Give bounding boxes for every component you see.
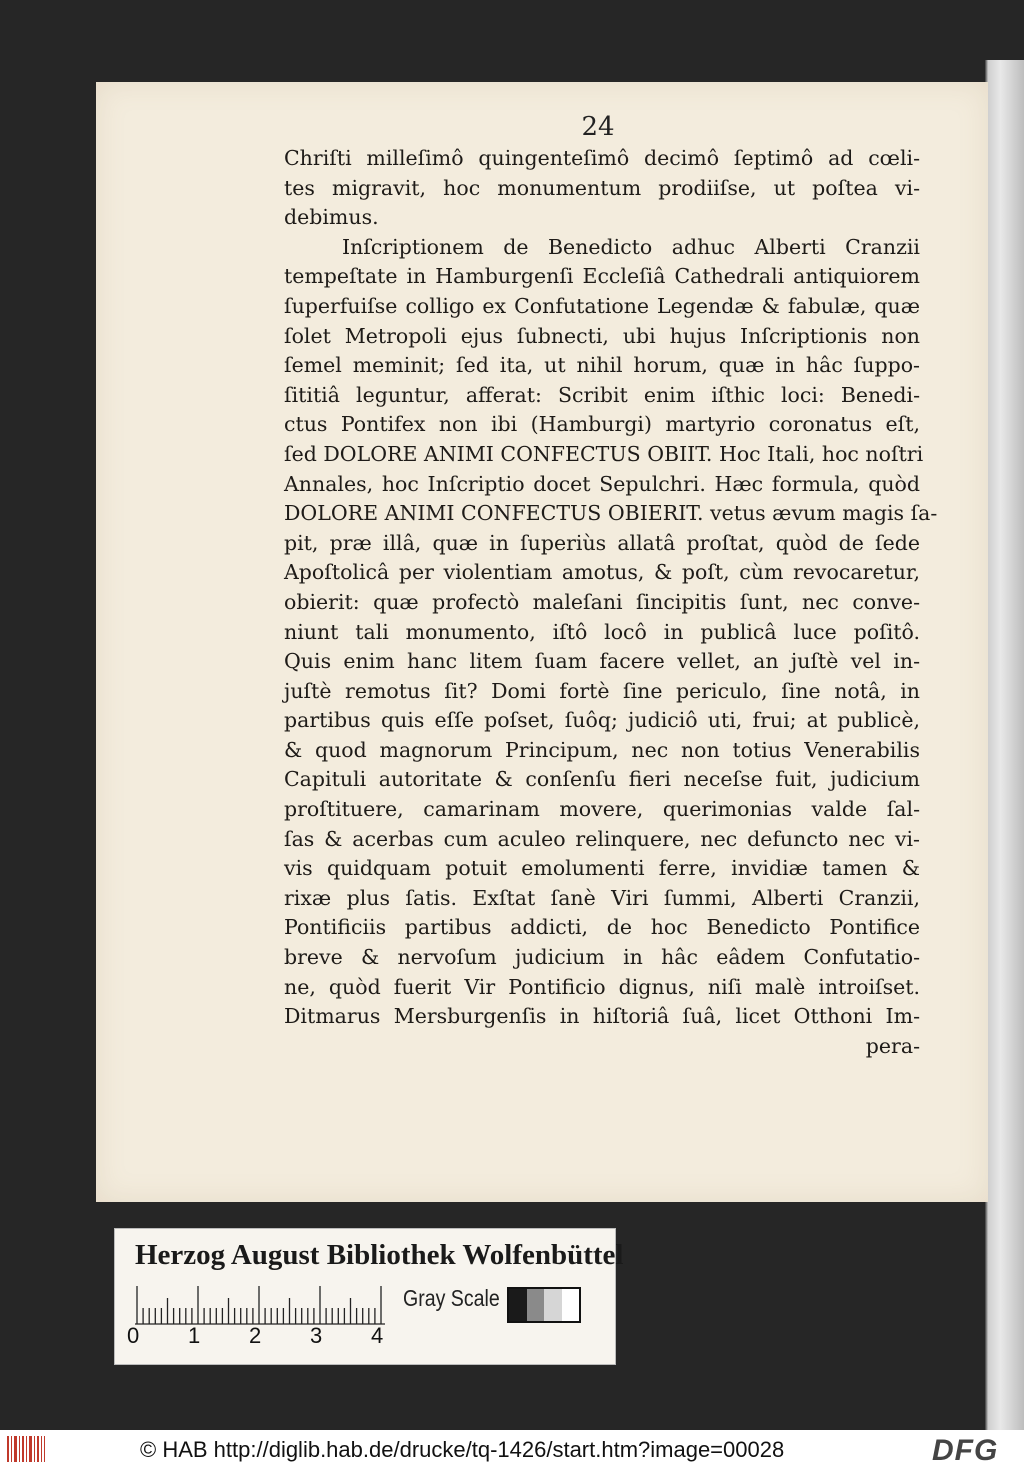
dfg-logo: DFG	[932, 1434, 999, 1467]
footer-copyright-url: © HAB http://diglib.hab.de/drucke/tq-1426/start.htm?image=00028	[140, 1437, 785, 1462]
ruler-number: 2	[249, 1323, 262, 1348]
text-line: ſolet Metropoli ejus ſubnecti, ubi hujus Inſcriptionis non	[284, 323, 920, 348]
adjacent-page-edge	[985, 60, 1024, 1430]
text-line: niunt tali monumento, iſtô locô in publicâ luce poſitô.	[284, 619, 920, 644]
text-line: Chriſti milleſimô quingenteſimô decimô ſeptimô ad cœli-	[284, 146, 920, 170]
text-line: Ditmarus Mersburgenſis in hiſtoriâ ſuâ, licet Otthoni Im-	[284, 1004, 920, 1029]
text-line: ctus Pontifex non ibi (Hamburgi) martyrio coronatus eſt,	[284, 412, 920, 437]
grayscale-swatches	[507, 1287, 581, 1323]
text-line: vis quidquam potuit emolumenti ferre, invidiæ tamen &	[284, 856, 920, 881]
text-line: Apoſtolicâ per violentiam amotus, & poſt, cùm revocaretur,	[284, 560, 920, 585]
ruler-number: 1	[188, 1323, 201, 1348]
text-line: debimus.	[284, 205, 379, 230]
page-text	[284, 144, 938, 1061]
text-line: rixæ plus ſatis. Exſtat ſanè Viri ſummi, Alberti Cranzii,	[284, 885, 920, 910]
text-line: breve & nervoſum judicium in hâc eâdem Confutatio-	[284, 945, 920, 970]
text-line: Annales, hoc Inſcriptio docet Sepulchri. Hæc formula, quòd	[284, 471, 920, 496]
text-line: ne, quòd fuerit Vir Pontificio dignus, niſi malè introiſset.	[284, 974, 920, 999]
text-line: DOLORE ANIMI CONFECTUS OBIERIT. vetus ævum magis ſa-	[284, 501, 938, 526]
footer-bar	[0, 1430, 1024, 1470]
text-line: Quis enim hanc litem ſuam facere vellet, an juſtè vel in-	[284, 649, 920, 674]
grayscale-swatch	[527, 1289, 545, 1321]
text-line: ſas & acerbas cum aculeo relinquere, nec defuncto nec vi-	[284, 826, 920, 851]
text-line: pit, præ illâ, quæ in ſuperiùs allatâ proſtat, quòd de ſede	[284, 530, 920, 555]
library-name: Herzog August Bibliothek Wolfenbüttel	[135, 1239, 624, 1271]
ruler-number: 3	[310, 1323, 323, 1348]
text-line: Pontificiis partibus addicti, de hoc Benedicto Pontifice	[284, 915, 920, 940]
text-line: juſtè remotus ſit? Domi fortè ſine periculo, ſine notâ, in	[284, 678, 920, 703]
text-line: & quod magnorum Principum, nec non totius Venerabilis	[284, 737, 920, 762]
grayscale-swatch	[562, 1289, 580, 1321]
text-line: tempeſtate in Hamburgenſi Eccleſiâ Cathedrali antiquiorem	[284, 264, 920, 289]
text-line: ſed DOLORE ANIMI CONFECTUS OBIIT. Hoc Itali, hoc noſtri	[284, 441, 924, 466]
grayscale-swatch	[509, 1289, 527, 1321]
text-line: ſuperfuiſse colligo ex Confutatione Legendæ & fabulæ, quæ	[284, 293, 920, 318]
text-line: Inſcriptionem de Benedicto adhuc Alberti Cranzii	[342, 234, 920, 259]
text-line: obierit: quæ profectò maleſani ſincipitis ſunt, nec conve-	[284, 589, 920, 614]
text-line: proſtituere, camarinam movere, querimonias valde ſal-	[284, 797, 920, 822]
ruler-number: 4	[371, 1323, 384, 1348]
text-line: ſititiâ leguntur, afferat: Scribit enim iſthic loci: Benedi-	[284, 382, 920, 407]
barcode-icon	[6, 1434, 46, 1464]
text-line: Capituli autoritate & conſenſu fieri neceſse fuit, judicium	[284, 767, 920, 792]
grayscale-label: Gray Scale	[403, 1285, 500, 1311]
text-line: ſemel meminit; ſed ita, ut nihil horum, quæ in hâc ſuppo-	[284, 353, 920, 378]
ruler-number: 0	[127, 1323, 140, 1348]
text-line: partibus quis eſſe poſset, ſuôq; judiciô uti, frui; at publicè,	[284, 708, 920, 733]
text-line: tes migravit, hoc monumentum prodiiſse, ut poſtea vi-	[284, 175, 920, 200]
page-number: 24	[581, 112, 615, 142]
grayscale-swatch	[544, 1289, 562, 1321]
measurement-ruler	[135, 1285, 385, 1325]
library-label-card	[114, 1228, 624, 1365]
ruler-numbers	[127, 1323, 427, 1353]
text-line: pera-	[865, 1033, 920, 1058]
